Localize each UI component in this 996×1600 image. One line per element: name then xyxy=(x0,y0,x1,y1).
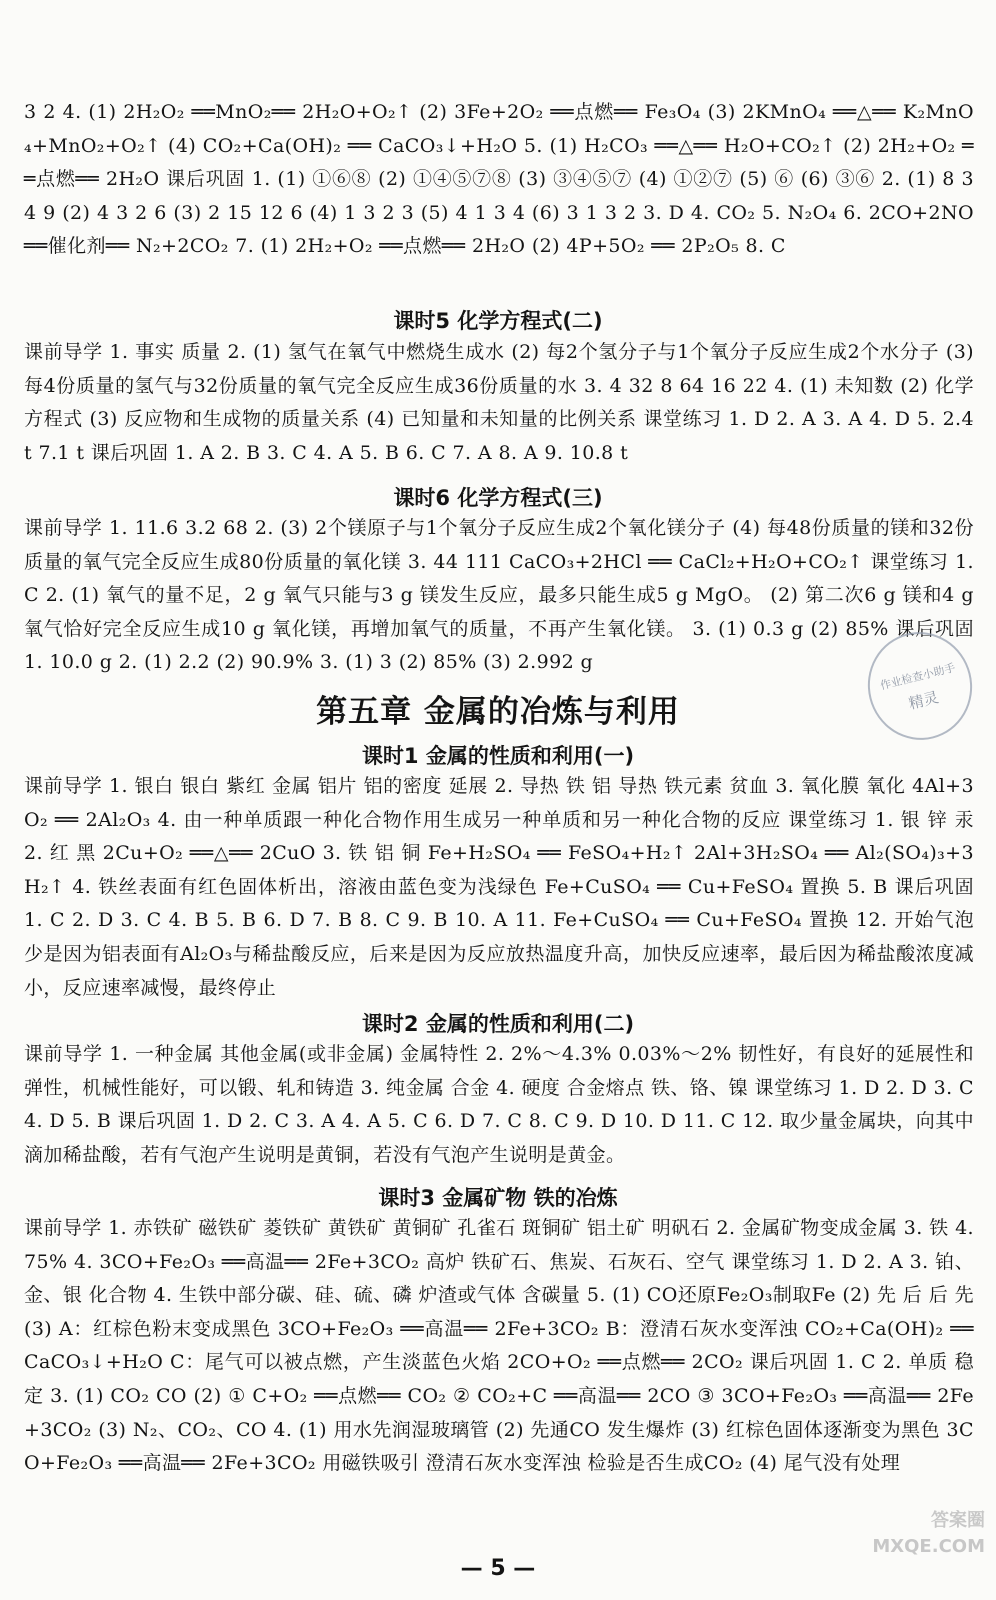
lesson-title-ch5-1: 课时1 金属的性质和利用(一) xyxy=(361,744,635,768)
answer-block-lesson5: 课前导学 1. 事实 质量 2. (1) 氢气在氧气中燃烧生成水 (2) 每2个氢分子与1个氧分子反应生成2个水分子 (3) 每4份质量的氢气与32份质量的氧气完全反应生成36份质量的水 3. 4 32 8 64 16 22 4. (1) 未知数 (2) 化学方程式 (3) 反应物和生成物的质量关系 (4) 已知量和未知量的比例关系 课堂练习 1. D 2. A 3. A 4. D 5. 2.4 t 7.1 t 课后巩固 1. A 2. B 3. C 4. A 5. B 6. C 7. A 8. A 9. 10.8 t xyxy=(24,341,974,464)
site-watermark: 答案圈 MXQE.COM xyxy=(872,1510,985,1557)
answer-block-ch5-lesson1: 课前导学 1. 银白 银白 紫红 金属 铝片 铝的密度 延展 2. 导热 铁 铝 导热 铁元素 贫血 3. 氧化膜 氧化 4Al+3O₂ ══ 2Al₂O₃ 4. 由一种单质跟一种化合物作用生成另一种单质和另一种化合物的反应 课堂练习 1. 银 锌 汞 2. 红 黑 2Cu+O₂ ══△══ 2CuO 3. 铁 铝 铜 Fe+H₂SO₄ ══ FeSO₄+H₂↑ 2Al+3H₂SO₄ ══ Al₂(SO₄)₃+3H₂↑ 4. 铁丝表面有红色固体析出，溶液由蓝色变为浅绿色 Fe+CuSO₄ ══ Cu+FeSO₄ 置换 5. B 课后巩固 1. C 2. D 3. C 4. B 5. B 6. D 7. B 8. C 9. B 10. A 11. Fe+CuSO₄ ══ Cu+FeSO₄ 置换 12. 开始气泡少是因为铝表面有Al₂O₃与稀盐酸反应，后来是因为反应放热温度升高，加快反应速率，最后因为稀盐酸浓度减小，反应速率减慢，最终停止 xyxy=(24,775,974,999)
lesson-title-ch5-2: 课时2 金属的性质和利用(二) xyxy=(361,1012,635,1036)
lesson-title-ch5-3: 课时3 金属矿物 铁的冶炼 xyxy=(378,1186,618,1210)
answer-block-ch5-lesson2: 课前导学 1. 一种金属 其他金属(或非金属) 金属特性 2. 2%～4.3% 0.03%～2% 韧性好，有良好的延展性和弹性，机械性能好，可以锻、轧和铸造 3. 纯金属 合金 4. 硬度 合金熔点 铁、铬、镍 课堂练习 1. D 2. D 3. C 4. D 5. B 课后巩固 1. D 2. C 3. A 4. A 5. C 6. D 7. C 8. C 9. D 10. D 11. C 12. 取少量金属块，向其中滴加稀盐酸，若有气泡产生说明是黄铜，若没有气泡产生说明是黄金。 xyxy=(24,1043,974,1166)
stamp-text-line2: 精灵 xyxy=(906,688,941,713)
answer-block-ch5-lesson3: 课前导学 1. 赤铁矿 磁铁矿 菱铁矿 黄铁矿 黄铜矿 孔雀石 斑铜矿 铝土矿 明矾石 2. 金属矿物变成金属 3. 铁 4.75% 4. 3CO+Fe₂O₃ ══高温══ 2Fe+3CO₂ 高炉 铁矿石、焦炭、石灰石、空气 课堂练习 1. D 2. A 3. 铂、金、银 化合物 4. 生铁中部分碳、硅、硫、磷 炉渣或气体 含碳量 5. (1) CO还原Fe₂O₃制取Fe (2) 先 后 后 先 (3) A：红棕色粉末变成黑色 3CO+Fe₂O₃ ══高温══ 2Fe+3CO₂ B：澄清石灰水变浑浊 CO₂+Ca(OH)₂ ══ CaCO₃↓+H₂O C：尾气可以被点燃，产生淡蓝色火焰 2CO+O₂ ══点燃══ 2CO₂ 课后巩固 1. C 2. 单质 稳定 3. (1) CO₂ CO (2) ① C+O₂ ══点燃══ CO₂ ② CO₂+C ══高温══ 2CO ③ 3CO+Fe₂O₃ ══高温══ 2Fe+3CO₂ (3) N₂、CO₂、CO 4. (1) 用水先润湿玻璃管 (2) 先通CO 发生爆炸 (3) 红棕色固体逐渐变为黑色 3CO+Fe₂O₃ ══高温══ 2Fe+3CO₂ 用磁铁吸引 澄清石灰水变浑浊 检验是否生成CO₂ (4) 尾气没有处理 xyxy=(24,1217,974,1475)
stamp-text-line1: 作业检查小助手 xyxy=(878,661,957,693)
page-number: — 5 — xyxy=(460,1556,536,1581)
answer-block-lesson4-cont: 3 2 4. (1) 2H₂O₂ ══MnO₂══ 2H₂O+O₂↑ (2) 3Fe+2O₂ ══点燃══ Fe₃O₄ (3) 2KMnO₄ ══△══ K₂MnO₄+MnO₂+O₂↑ (4) CO₂+Ca(OH)₂ ══ CaCO₃↓+H₂O 5. (1) H₂CO₃ ══△══ H₂O+CO₂↑ (2) 2H₂+O₂ ══点燃══ 2H₂O 课后巩固 1. (1) ①⑥⑧ (2) ①④⑤⑦⑧ (3) ③④⑤⑦ (4) ①②⑦ (5) ⑥ (6) ③⑥ 2. (1) 8 3 4 9 (2) 4 3 2 6 (3) 2 15 12 6 (4) 1 3 2 3 (5) 4 1 3 4 (6) 3 1 3 2 3. D 4. CO₂ 5. N₂O₄ 6. 2CO+2NO ══催化剂══ N₂+2CO₂ 7. (1) 2H₂+O₂ ══点燃══ 2H₂O (2) 4P+5O₂ ══ 2P₂O₅ 8. C xyxy=(24,101,974,258)
chapter-title: 第五章 金属的冶炼与利用 xyxy=(316,694,680,730)
lesson-title-5: 课时5 化学方程式(二) xyxy=(393,309,603,333)
answer-block-lesson6: 课前导学 1. 11.6 3.2 68 2. (3) 2个镁原子与1个氧分子反应生成2个氧化镁分子 (4) 每48份质量的镁和32份质量的氧气完全反应生成80份质量的氧化镁 3. 44 111 CaCO₃+2HCl ══ CaCl₂+H₂O+CO₂↑ 课堂练习 1. C 2. (1) 氧气的量不足，2 g 氧气只能与3 g 镁发生反应，最多只能生成5 g MgO。 (2) 第二次6 g 镁和4 g 氧气恰好完全反应生成10 g 氧化镁，再增加氧气的质量，不再产生氧化镁。 3. (1) 0.3 g (2) 85% 课后巩固 1. 10.0 g 2. (1) 2.2 (2) 90.9% 3. (1) 3 (2) 85% (3) 2.992 g xyxy=(24,517,974,674)
lesson-title-6: 课时6 化学方程式(三) xyxy=(393,486,603,510)
